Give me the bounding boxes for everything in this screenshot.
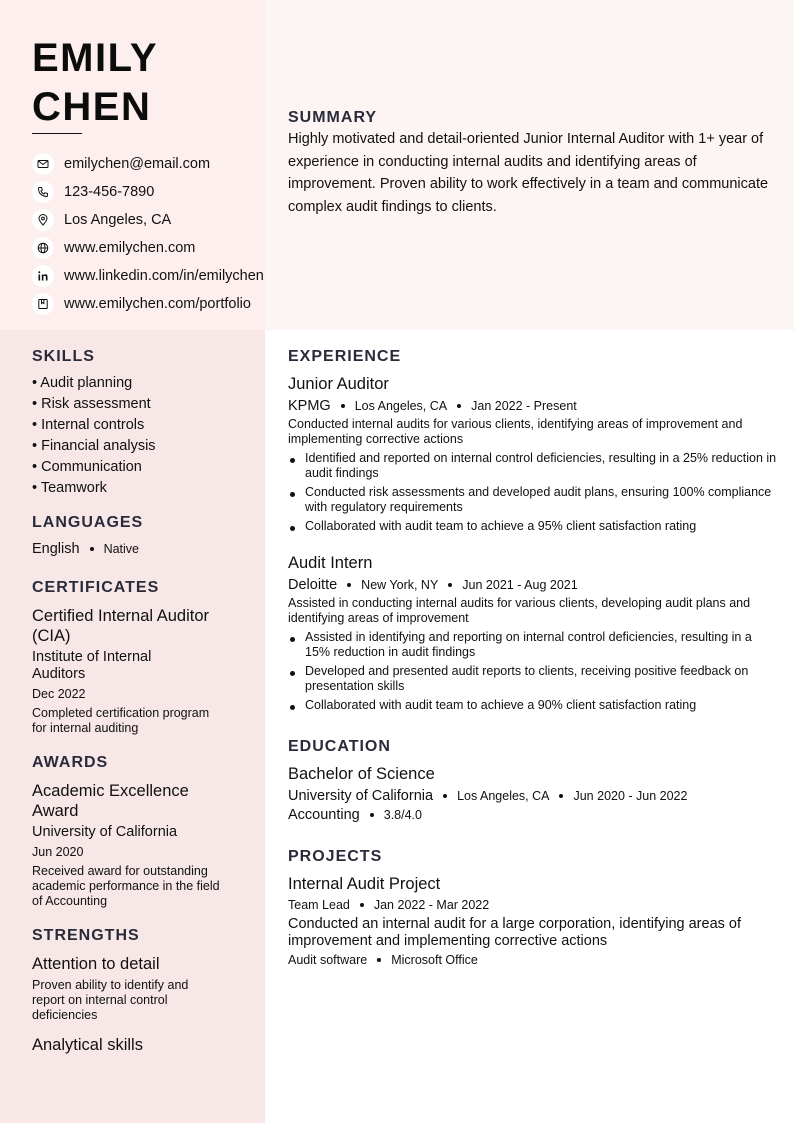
strength-item — [32, 954, 237, 1023]
award-item — [32, 781, 237, 909]
project-meta — [288, 898, 778, 912]
separator-dot — [341, 404, 345, 408]
skill-item: • Teamwork — [32, 480, 107, 496]
summary-heading: SUMMARY — [288, 109, 378, 126]
project-role: Team Lead — [288, 898, 350, 912]
skill-item: • Audit planning — [32, 375, 133, 391]
education-degree: Bachelor of Science — [288, 765, 435, 783]
strengths-heading: STRENGTHS — [32, 927, 140, 944]
job-description: Assisted in conducting internal audits for various clients, developing audit plans and identifying areas of improvement — [288, 596, 751, 625]
job-meta — [288, 398, 778, 414]
language-name: English — [32, 541, 80, 557]
experience-item — [288, 554, 778, 717]
strength-description: Proven ability to identify and report on internal control deficiencies — [32, 978, 189, 1022]
project-tool: Audit software — [288, 953, 368, 967]
contact-website[interactable] — [32, 234, 264, 262]
education-heading: EDUCATION — [288, 738, 391, 755]
job-title: Audit Intern — [288, 554, 373, 572]
separator-dot — [443, 794, 447, 798]
certificate-issuer: Institute of Internal Auditors — [32, 649, 152, 682]
project-name: Internal Audit Project — [288, 875, 441, 893]
project-description: Conducted an internal audit for a large corporation, identifying areas of improvement and implementing corrective actions — [288, 916, 742, 949]
strength-name: Attention to detail — [32, 955, 160, 973]
linkedin-icon — [32, 265, 54, 287]
strength-name: Analytical skills — [32, 1036, 143, 1054]
phone-icon — [32, 181, 54, 203]
location-icon — [32, 209, 54, 231]
job-bullet: Collaborated with audit team to achieve a 90% client satisfaction rating — [288, 698, 778, 713]
job-bullet: Identified and reported on internal control deficiencies, resulting in a 25% reduction in audit findings — [288, 451, 778, 481]
contact-phone-text: 123-456-7890 — [64, 184, 155, 200]
skills-list — [32, 373, 237, 499]
education-meta — [288, 788, 778, 804]
project-tools — [288, 953, 778, 967]
name-last: CHEN — [32, 85, 152, 129]
job-title: Junior Auditor — [288, 375, 389, 393]
separator-dot — [377, 958, 381, 962]
project-dates: Jan 2022 - Mar 2022 — [373, 898, 490, 912]
portfolio-icon — [32, 293, 54, 315]
skills-heading: SKILLS — [32, 348, 95, 365]
languages-heading: LANGUAGES — [32, 514, 144, 531]
skill-item: • Financial analysis — [32, 438, 156, 454]
certificate-name: Certified Internal Auditor (CIA) — [32, 607, 210, 645]
contact-portfolio[interactable] — [32, 290, 264, 318]
name-first: EMILY — [32, 36, 159, 80]
education-gpa: 3.8/4.0 — [383, 808, 422, 822]
certificate-description: Completed certification program for internal auditing — [32, 706, 210, 735]
job-bullet: Developed and presented audit reports to clients, receiving positive feedback on presentation skills — [288, 664, 778, 694]
job-bullet: Collaborated with audit team to achieve a 95% client satisfaction rating — [288, 519, 778, 534]
separator-dot — [370, 813, 374, 817]
job-description: Conducted internal audits for various clients, identifying areas of improvement and implementing corrective actions — [288, 417, 743, 446]
candidate-name — [32, 34, 158, 132]
summary-text: Highly motivated and detail-oriented Junior Internal Auditor with 1+ year of experience in conducting internal audits and identifying areas of improvement. Proven ability to work effectively in a team and communicate complex audit findings to clients. — [288, 131, 769, 216]
contact-location-text: Los Angeles, CA — [64, 212, 172, 228]
award-name: Academic Excellence Award — [32, 782, 189, 820]
award-issuer: University of California — [32, 824, 178, 840]
project-item — [288, 875, 778, 967]
education-item — [288, 765, 778, 823]
skill-item: • Internal controls — [32, 417, 145, 433]
certificates-heading: CERTIFICATES — [32, 579, 160, 596]
skill-item: • Communication — [32, 459, 142, 475]
contact-email[interactable] — [32, 150, 264, 178]
education-field-row — [288, 807, 778, 823]
contact-website-text: www.emilychen.com — [64, 240, 196, 256]
awards-heading: AWARDS — [32, 754, 109, 771]
contact-linkedin-text: www.linkedin.com/in/emilychen — [64, 268, 264, 284]
job-dates: Jun 2021 - Aug 2021 — [462, 578, 578, 592]
globe-icon — [32, 237, 54, 259]
contact-portfolio-text: www.emilychen.com/portfolio — [64, 296, 251, 312]
job-bullets — [288, 451, 778, 534]
project-tool: Microsoft Office — [391, 953, 478, 967]
language-item — [32, 541, 237, 557]
contact-email-text: emilychen@email.com — [64, 156, 211, 172]
name-divider — [32, 133, 82, 134]
separator-dot — [90, 547, 94, 551]
contact-list — [32, 150, 264, 318]
award-description: Received award for outstanding academic performance in the field of Accounting — [32, 864, 220, 908]
language-level: Native — [103, 542, 139, 556]
projects-heading: PROJECTS — [288, 848, 383, 865]
separator-dot — [559, 794, 563, 798]
separator-dot — [360, 903, 364, 907]
certificate-item — [32, 606, 237, 736]
job-location: Los Angeles, CA — [354, 399, 448, 413]
job-meta — [288, 577, 778, 593]
job-bullet: Conducted risk assessments and developed audit plans, ensuring 100% compliance with regulatory requirements — [288, 485, 778, 515]
job-bullets — [288, 630, 778, 713]
contact-linkedin[interactable] — [32, 262, 264, 290]
award-date: Jun 2020 — [32, 845, 84, 859]
job-company: KPMG — [288, 398, 331, 414]
education-school: University of California — [288, 788, 434, 804]
separator-dot — [457, 404, 461, 408]
education-field: Accounting — [288, 807, 360, 823]
contact-phone[interactable] — [32, 178, 264, 206]
education-location: Los Angeles, CA — [457, 789, 550, 803]
mail-icon — [32, 153, 54, 175]
separator-dot — [448, 583, 452, 587]
contact-location — [32, 206, 264, 234]
job-company: Deloitte — [288, 577, 338, 593]
job-dates: Jan 2022 - Present — [471, 399, 577, 413]
experience-heading: EXPERIENCE — [288, 348, 402, 365]
separator-dot — [347, 583, 351, 587]
strength-item — [32, 1035, 237, 1055]
certificate-date: Dec 2022 — [32, 687, 86, 701]
education-dates: Jun 2020 - Jun 2022 — [573, 789, 688, 803]
skill-item: • Risk assessment — [32, 396, 151, 412]
job-bullet: Assisted in identifying and reporting on internal control deficiencies, resulting in a 15% reduction in audit findings — [288, 630, 778, 660]
experience-item — [288, 375, 778, 538]
job-location: New York, NY — [361, 578, 439, 592]
